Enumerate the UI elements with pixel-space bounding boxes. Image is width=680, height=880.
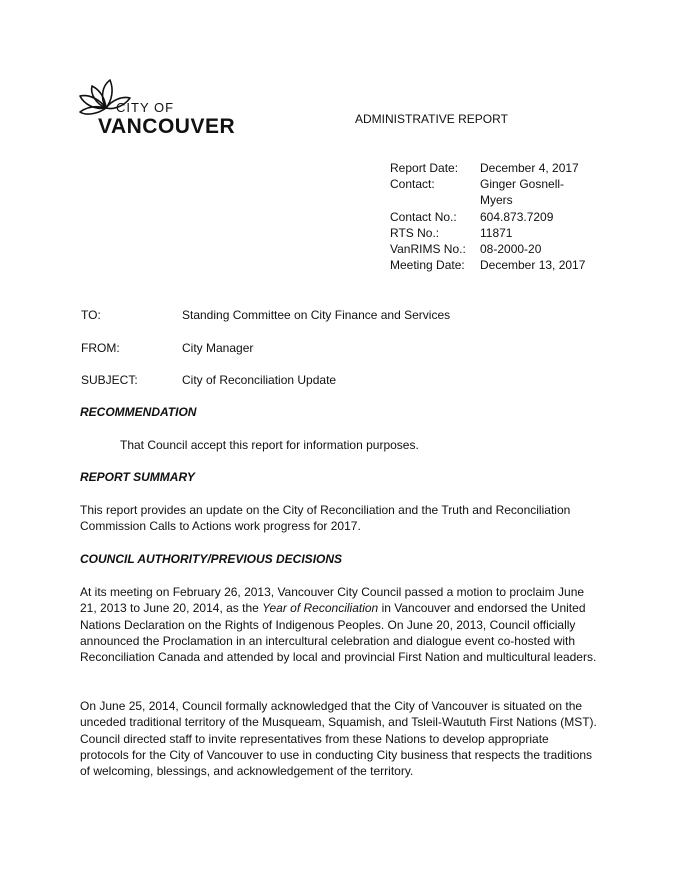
- recommendation-heading: RECOMMENDATION: [80, 405, 197, 419]
- summary-text: This report provides an update on the City of Reconciliation and the Truth and Reconciliation Commission Calls to Actions work progress for 2017.: [80, 503, 571, 534]
- city-logo: [78, 78, 238, 140]
- meta-label: RTS No.:: [390, 225, 440, 240]
- authority-p1-start: At its meeting on February 26, 2013, Vancouver City Council passed a motion to proclaim June 21, 2013 to June 20, 2014, as the: [80, 585, 585, 616]
- meta-value: December 13, 2017: [480, 258, 586, 273]
- logo-line1: CITY OF: [116, 100, 175, 115]
- report-metadata: [390, 160, 595, 273]
- meta-value: December 4, 2017: [480, 161, 579, 175]
- meta-value: 604.873.7209: [480, 209, 554, 224]
- report-type: ADMINISTRATIVE REPORT: [355, 112, 508, 126]
- authority-paragraph-2: On June 25, 2014, Council formally acknowledged that the City of Vancouver is situated on the unceded traditional territory of the Musqueam, Squamish, and Tsleil-Waututh First Nations (MST). Council directed staff to invite representatives from these Nations to develop appropriate protocols for the City of Vancouver to use in conducting City business that respects the traditions of welcoming, blessings, and acknowledgement of the territory.: [80, 699, 597, 779]
- meta-label: Contact:: [390, 177, 435, 192]
- meta-row-rts-no: [390, 225, 595, 241]
- meta-label: VanRIMS No.:: [390, 242, 466, 257]
- meta-value: 08-2000-20: [480, 242, 542, 257]
- recommendation-text: That Council accept this report for information purposes.: [120, 438, 419, 452]
- authority-paragraph-1: [80, 584, 600, 665]
- meta-label: Contact No.:: [390, 209, 457, 224]
- authority-heading: COUNCIL AUTHORITY/PREVIOUS DECISIONS: [80, 552, 343, 566]
- meta-value: Ginger Gosnell-Myers: [480, 177, 565, 208]
- meta-row-contact: [390, 176, 595, 208]
- to-label: TO:: [81, 308, 101, 322]
- logo-line2: VANCOUVER: [98, 115, 236, 138]
- meta-row-meeting-date: [390, 257, 595, 273]
- summary-heading: REPORT SUMMARY: [80, 470, 195, 484]
- meta-label: Meeting Date:: [390, 258, 465, 273]
- to-value: Standing Committee on City Finance and Services: [182, 308, 451, 322]
- authority-p1-end: in Vancouver and endorsed the United Nations Declaration on the Rights of Indigenous Peoples. On June 20, 2013, Council officially announced the Proclamation in an intercultural celebration and dialogue event co-hosted with Reconciliation Canada and attended by local and provincial First Nation and multicultural leaders.: [80, 601, 597, 665]
- from-value: City Manager: [182, 341, 254, 355]
- address-to: [81, 308, 450, 322]
- from-label: FROM:: [81, 341, 120, 355]
- subject-value: City of Reconciliation Update: [182, 373, 337, 387]
- meta-label: Report Date:: [390, 161, 459, 175]
- address-from: [81, 341, 253, 355]
- meta-row-report-date: [390, 160, 595, 176]
- address-subject: [81, 373, 336, 387]
- year-of-reconciliation-text: Year of Reconciliation: [262, 601, 379, 616]
- meta-value: 11871: [480, 225, 513, 240]
- meta-row-contact-no: [390, 209, 595, 225]
- subject-label: SUBJECT:: [81, 373, 138, 387]
- meta-row-vanrims-no: [390, 241, 595, 257]
